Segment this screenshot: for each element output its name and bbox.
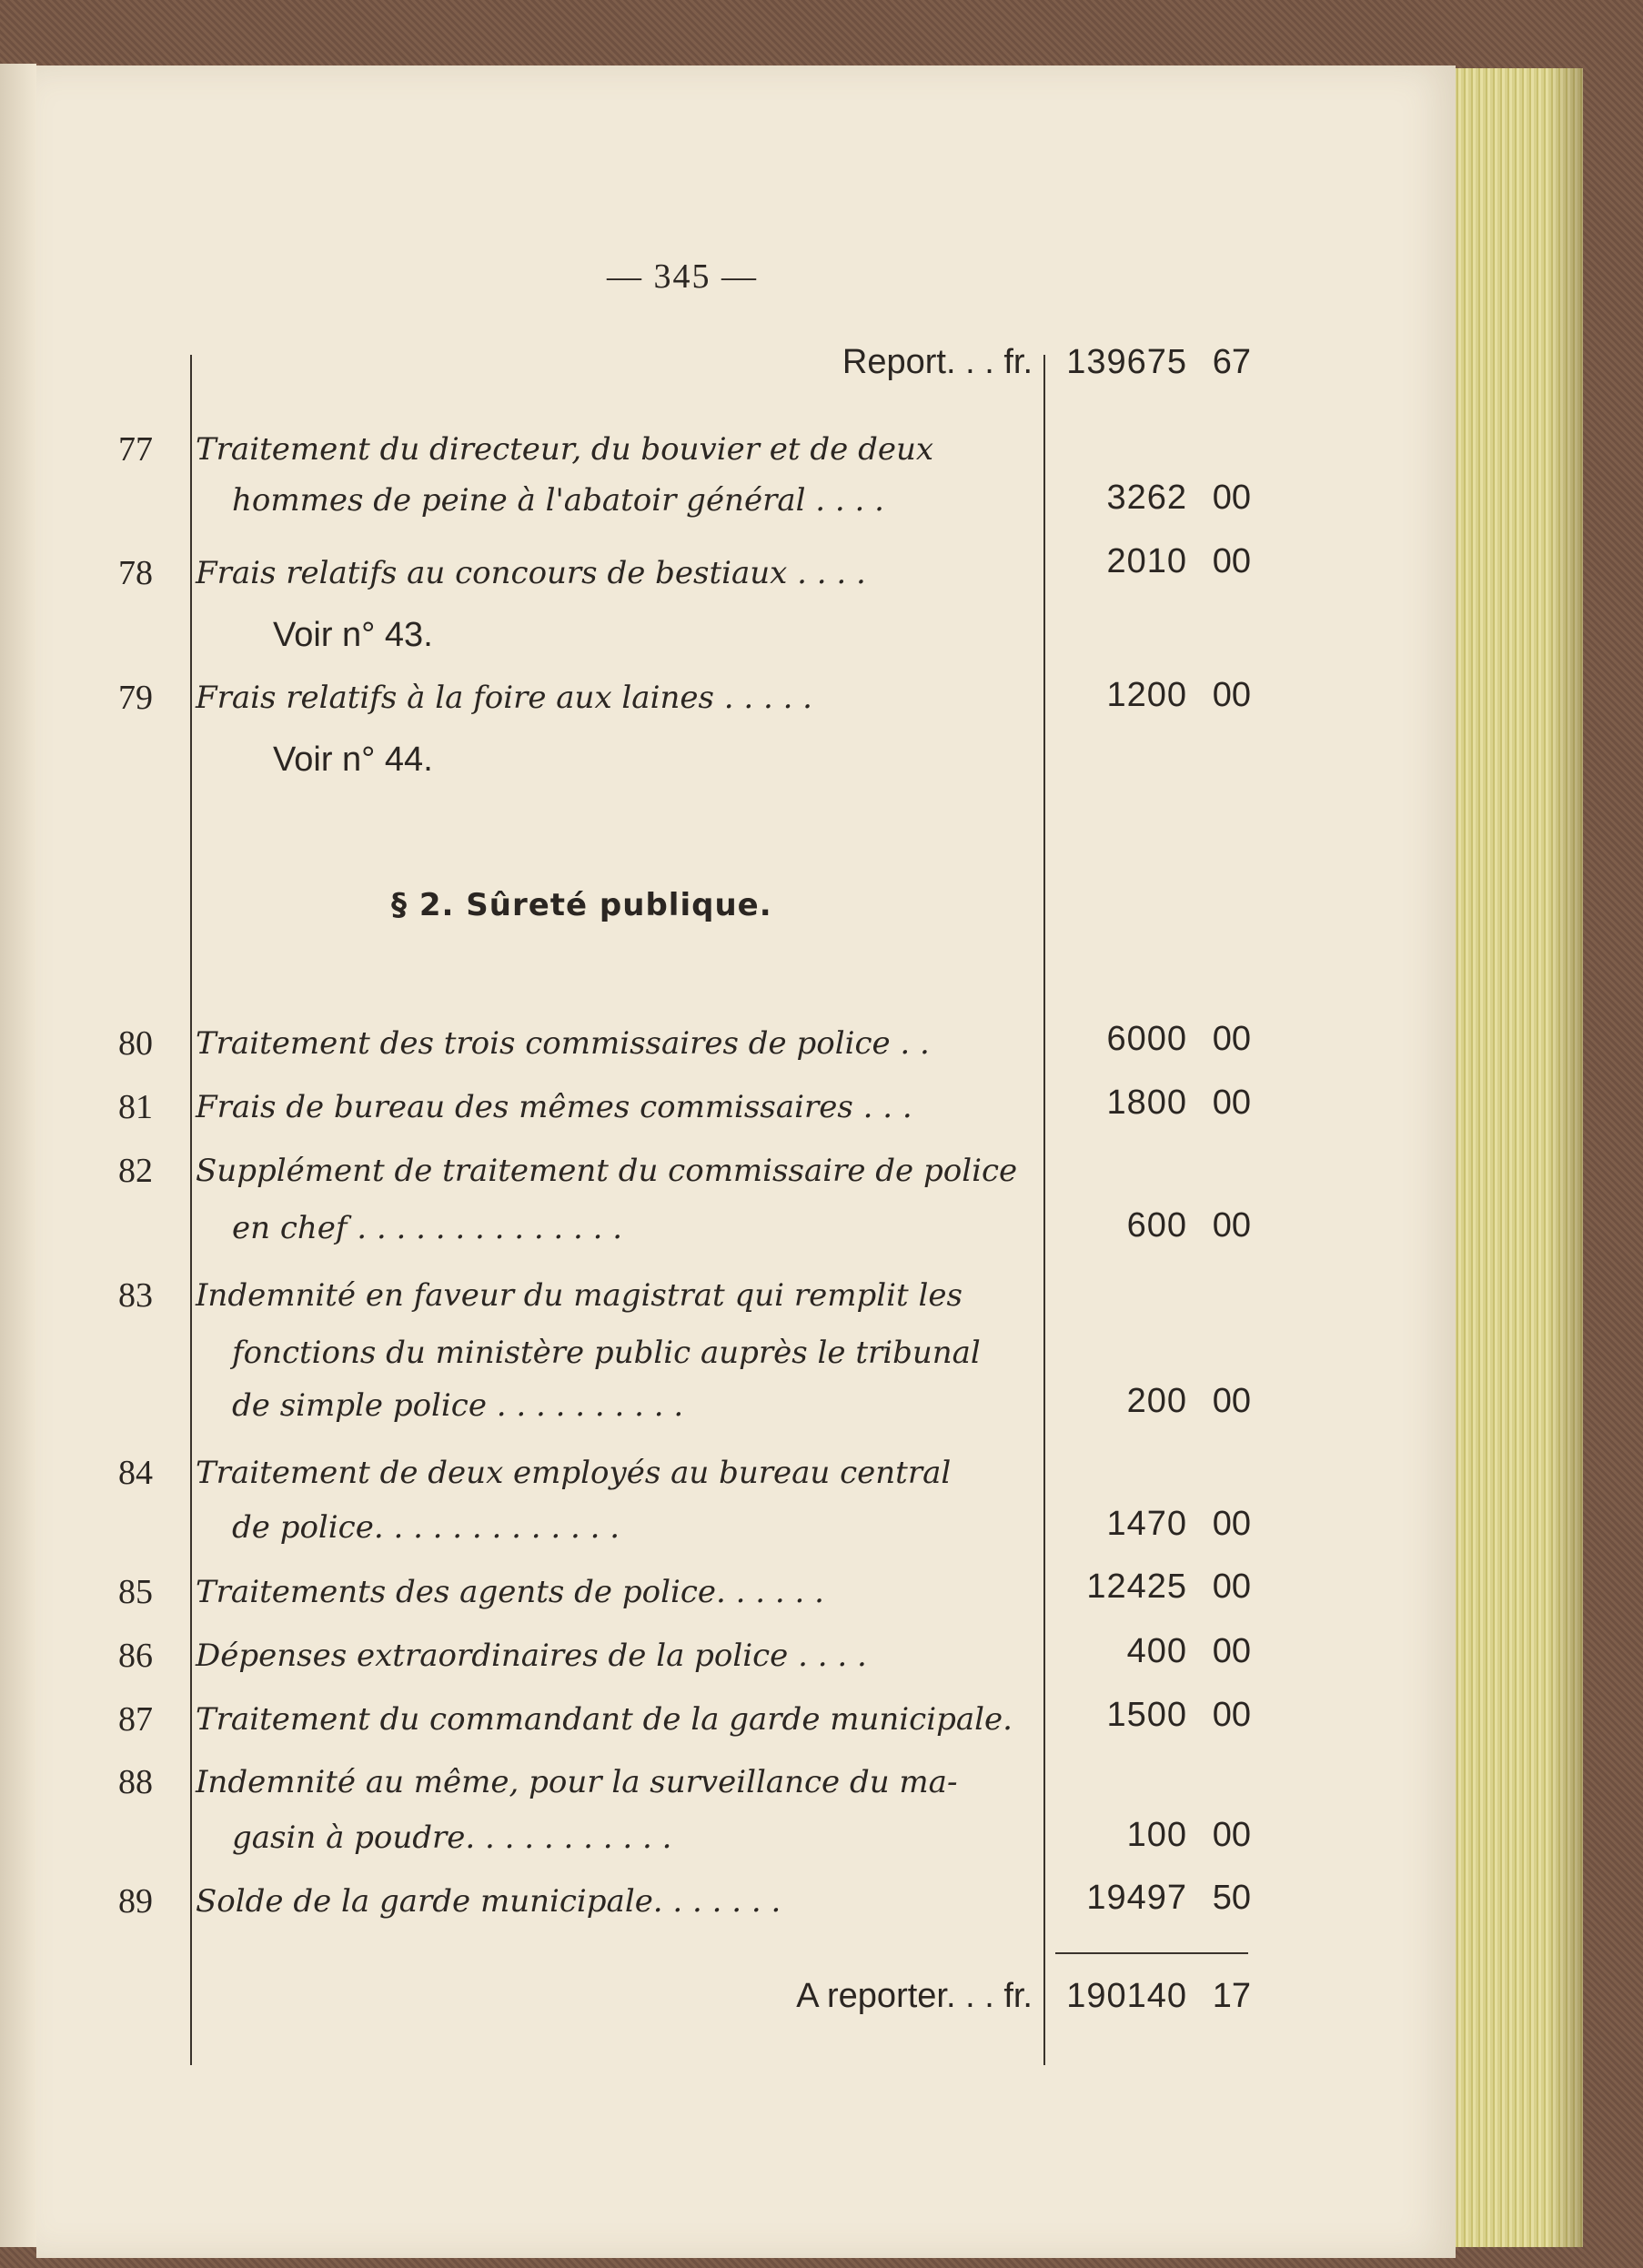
carry-forward-label: A reporter. . . fr. — [796, 1977, 1033, 2015]
book-cover-right — [1583, 0, 1643, 2268]
entry-number: 84 — [118, 1454, 153, 1492]
entry-amount: 100 — [1126, 1816, 1187, 1854]
entry-number: 80 — [118, 1024, 153, 1063]
entry-text: Dépenses extraordinaires de la police . . . . — [196, 1638, 867, 1674]
entry-amount: 600 — [1126, 1206, 1187, 1245]
entry-number: 78 — [118, 554, 153, 592]
entry-number: 81 — [118, 1088, 153, 1126]
entry-text: en chef . . . . . . . . . . . . . . — [232, 1210, 623, 1246]
entry-cents: 00 — [1212, 1632, 1251, 1670]
left-column-rule — [190, 355, 192, 2065]
entry-text: Indemnité au même, pour la surveillance du ma- — [196, 1764, 958, 1800]
entry-cents: 00 — [1212, 542, 1251, 580]
entry-amount: 1200 — [1106, 676, 1187, 714]
entry-text: Frais relatifs à la foire aux laines . . . . . — [196, 680, 812, 716]
entry-cents: 50 — [1212, 1879, 1251, 1917]
entry-number: 82 — [118, 1152, 153, 1190]
amount-column-rule — [1043, 355, 1045, 2065]
entry-text: de simple police . . . . . . . . . . — [232, 1387, 684, 1424]
entry-text: Frais de bureau des mêmes commissaires . . . — [196, 1089, 912, 1125]
page-stack-edge — [1446, 68, 1583, 2247]
entry-number: 79 — [118, 679, 153, 717]
entry-amount: 3262 — [1106, 479, 1187, 517]
report-label: Report. . . fr. — [842, 343, 1033, 381]
entry-text: Supplément de traitement du commissaire de police — [196, 1153, 1018, 1189]
facing-page-edge — [0, 64, 36, 2247]
entry-amount: 1800 — [1106, 1084, 1187, 1122]
entry-cents: 00 — [1212, 1816, 1251, 1854]
entry-number: 77 — [118, 430, 153, 469]
entry-cents: 00 — [1212, 1206, 1251, 1245]
entry-amount: 1500 — [1106, 1696, 1187, 1734]
entry-cents: 00 — [1212, 1696, 1251, 1734]
entry-cents: 00 — [1212, 479, 1251, 517]
entry-number: 85 — [118, 1573, 153, 1611]
entry-cents: 00 — [1212, 676, 1251, 714]
section-heading: § 2. Sûreté publique. — [391, 887, 772, 923]
carry-forward-cents: 17 — [1212, 1977, 1251, 2015]
entry-note: Voir n° 44. — [273, 741, 433, 779]
entry-text: hommes de peine à l'abatoir général . . . . — [232, 482, 884, 519]
entry-text: Traitements des agents de police. . . . . . — [196, 1574, 824, 1610]
entry-cents: 00 — [1212, 1382, 1251, 1420]
entry-text: Solde de la garde municipale. . . . . . . — [196, 1883, 781, 1920]
entry-text: Frais relatifs au concours de bestiaux . . . . — [196, 555, 866, 591]
entry-text: gasin à poudre. . . . . . . . . . . — [232, 1819, 672, 1856]
entry-amount: 2010 — [1106, 542, 1187, 580]
entry-cents: 00 — [1212, 1505, 1251, 1543]
entry-amount: 200 — [1126, 1382, 1187, 1420]
entry-cents: 00 — [1212, 1084, 1251, 1122]
entry-number: 89 — [118, 1882, 153, 1920]
entry-text: Indemnité en faveur du magistrat qui remplit les — [196, 1277, 963, 1314]
carry-forward-amount: 190140 — [1066, 1977, 1187, 2015]
entry-amount: 1470 — [1106, 1505, 1187, 1543]
entry-text: Traitement du commandant de la garde municipale. — [196, 1701, 1013, 1738]
entry-text: Traitement du directeur, du bouvier et de deux — [196, 431, 934, 468]
entry-note: Voir n° 43. — [273, 616, 433, 654]
entry-cents: 00 — [1212, 1020, 1251, 1058]
entry-amount: 6000 — [1106, 1020, 1187, 1058]
entry-cents: 00 — [1212, 1567, 1251, 1606]
entry-text: Traitement des trois commissaires de police . . — [196, 1025, 930, 1062]
total-rule — [1055, 1952, 1248, 1954]
entry-text: de police. . . . . . . . . . . . . — [232, 1509, 620, 1546]
entry-amount: 400 — [1126, 1632, 1187, 1670]
report-amount: 139675 — [1066, 343, 1187, 381]
entry-number: 88 — [118, 1763, 153, 1801]
entry-amount: 12425 — [1086, 1567, 1187, 1606]
entry-number: 86 — [118, 1637, 153, 1675]
page-number: — 345 — — [607, 257, 758, 296]
report-cents: 67 — [1212, 343, 1251, 381]
entry-number: 83 — [118, 1276, 153, 1315]
entry-text: fonctions du ministère public auprès le tribunal — [232, 1335, 981, 1371]
entry-text: Traitement de deux employés au bureau central — [196, 1455, 952, 1491]
entry-number: 87 — [118, 1700, 153, 1739]
entry-amount: 19497 — [1086, 1879, 1187, 1917]
